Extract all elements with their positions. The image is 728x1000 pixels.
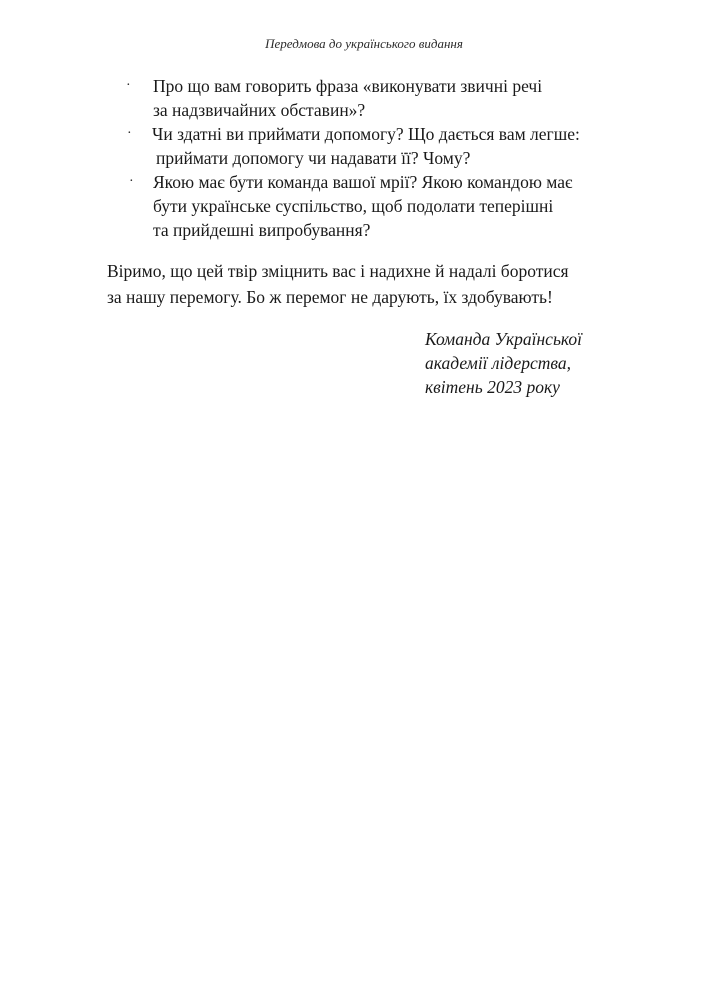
bullet-icon: · [127,126,132,141]
question-line: за надзвичайних обставин»? [153,100,366,120]
question-line: приймати допомогу чи надавати її? Чому? [156,148,471,168]
closing-paragraph [107,258,607,310]
question-line: Чи здатні ви приймати допомогу? Що дається вам легше: [152,124,580,144]
question-item [0,122,728,170]
bullet-icon: · [126,78,131,93]
signature-line: академії лідерства, [425,353,571,373]
running-header: Передмова до українського видання [265,36,463,51]
bullet-icon: · [129,174,134,189]
question-item [0,170,728,242]
signature-block [425,327,625,399]
question-list [0,74,728,242]
closing-line: Віримо, що цей твір зміцнить вас і надихне й надалі боротися [107,261,569,281]
question-line: Про що вам говорить фраза «виконувати звичні речі [153,76,543,96]
question-line: та прийдешні випробування? [153,220,371,240]
signature-line: Команда Української [425,329,583,349]
question-line: бути українське суспільство, щоб подолати теперішні [153,196,554,216]
question-item [0,74,728,122]
question-line: Якою має бути команда вашої мрії? Якою командою має [153,172,573,192]
signature-line: квітень 2023 року [425,377,560,397]
closing-line: за нашу перемогу. Бо ж перемог не дарують, їх здобувають! [107,287,553,307]
